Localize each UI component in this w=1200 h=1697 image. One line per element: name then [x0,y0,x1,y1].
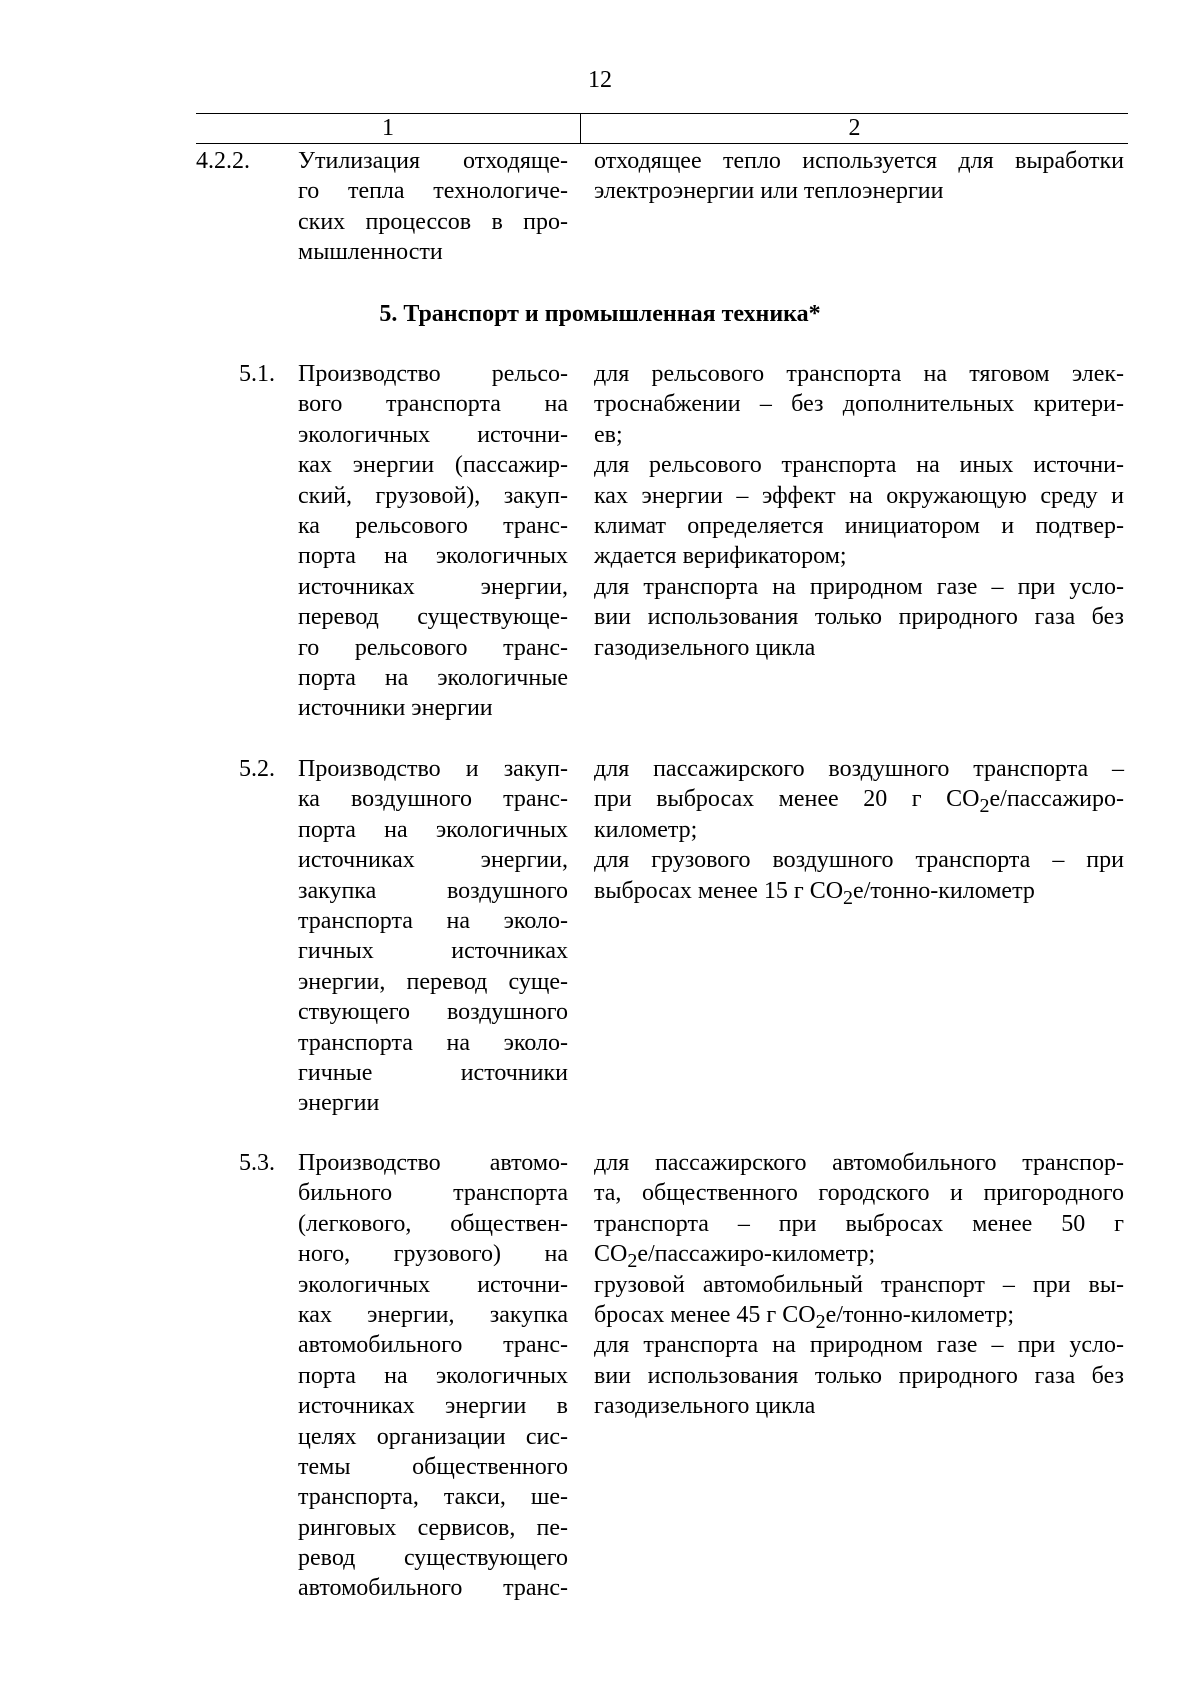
row-name-line: (легкового, обществен- [298,1210,568,1237]
row-criteria-line: газодизельного цикла [594,634,816,661]
row-criteria-line: для рельсового транспорта на тяговом элек- [594,361,1124,387]
row-name-line: энергии, перевод суще- [298,968,568,995]
row-name-line: порта на экологичных [298,543,568,570]
row-criteria-line: троснабжении – без дополнительных критери- [594,391,1124,418]
row-name-line: источниках энергии, [298,573,568,600]
row-name-line: ках энергии (пассажир- [298,452,568,479]
row-name-line: темы общественного [298,1453,568,1480]
row-name-cell [298,1148,568,1604]
row-criteria-line: для транспорта на природном газе – при усло- [594,573,1124,600]
row-name-line: Производство автомо- [298,1150,568,1176]
row-criteria-line: грузовой автомобильный транспорт – при вы- [594,1271,1124,1298]
row-name-line: Утилизация отходяще- [298,148,568,174]
row-name-line: мышленности [298,239,443,266]
row-number: 5.1. [239,361,275,387]
row-name-line: транспорта на эколо- [298,907,568,934]
row-criteria-text: e/пассажиро-километр; [637,1241,876,1268]
row-number: 5.2. [239,756,275,782]
row-criteria-text: при выбросах менее 20 г CO [594,786,980,813]
row-criteria-line: транспорта – при выбросах менее 50 г [594,1210,1124,1237]
row-criteria-line: ждается верификатором; [594,543,847,570]
row-criteria-line: климат определяется инициатором и подтвер- [594,512,1124,539]
subscript-2: 2 [627,1249,638,1272]
row-criteria-cell [594,754,1124,909]
row-criteria-text: выбросах менее 15 г CO [594,877,844,904]
row-name-line: перевод существующе- [298,604,568,631]
row-criteria-line: вии использования только природного газа без [594,1362,1124,1389]
subscript-2: 2 [815,1310,826,1333]
row-criteria-text: e/тонно-километр; [825,1301,1015,1328]
row-name-line: автомобильного транс- [298,1332,568,1359]
row-name-line: источниках энергии, [298,847,568,874]
row-name-line: источниках энергии в [298,1393,568,1420]
row-criteria-line: для пассажирского воздушного транспорта – [594,756,1124,782]
row-name-line: го рельсового транс- [298,634,568,661]
row-criteria-line: для грузового воздушного транспорта – при [594,847,1124,874]
row-name-line: источники энергии [298,695,493,722]
row-name-line: ка рельсового транс- [298,512,568,539]
row-name-line: ного, грузового) на [298,1241,568,1268]
row-criteria-line: отходящее тепло используется для выработки [594,148,1124,174]
subscript-2: 2 [979,795,990,818]
row-number: 5.3. [239,1150,275,1176]
row-name-line: го тепла технологиче- [298,178,568,205]
table-header-col-2: 2 [848,115,861,141]
row-name-line: ствующего воздушного [298,999,568,1026]
row-name-line: транспорта, такси, ше- [298,1484,568,1511]
row-criteria-line: ев; [594,421,623,448]
table-header-col-1: 1 [196,114,581,143]
row-number: 4.2.2. [196,148,250,174]
row-criteria-line: километр; [594,816,698,843]
row-name-line: порта на экологичные [298,664,568,691]
row-name-line: порта на экологичных [298,816,568,843]
row-name-line: бильного транспорта [298,1180,568,1207]
subscript-2: 2 [843,886,854,909]
row-name-line: ка воздушного транс- [298,786,568,813]
page-number: 12 [588,67,612,93]
row-criteria-cell [594,359,1124,663]
row-criteria-line: газодизельного цикла [594,1393,816,1420]
row-criteria-line: та, общественного городского и пригородного [594,1180,1124,1207]
row-name-cell [298,359,568,724]
row-name-line: целях организации сис- [298,1423,568,1450]
row-criteria-line [594,876,1124,909]
row-name-line: автомобильного транс- [298,1575,568,1602]
row-criteria-line: для пассажирского автомобильного транспор- [594,1150,1124,1176]
row-name-line: порта на экологичных [298,1362,568,1389]
row-name-line: ринговых сервисов, пе- [298,1514,568,1541]
row-name-line: экологичных источни- [298,1271,568,1298]
row-name-line: транспорта на эколо- [298,1029,568,1056]
row-name-line: ских процессов в про- [298,208,568,235]
row-criteria-line: для транспорта на природном газе – при усло- [594,1332,1124,1359]
row-criteria-line: ках энергии – эффект на окружающую среду и [594,482,1124,509]
row-criteria-text: CO [594,1241,628,1268]
row-criteria-line: для рельсового транспорта на иных источни- [594,452,1124,479]
row-name-line: Производство рельсо- [298,361,568,387]
row-name-line: вого транспорта на [298,391,568,418]
row-criteria-text: e/тонно-километр [853,877,1035,904]
row-name-line: закупка воздушного [298,877,568,904]
row-name-cell [298,146,568,268]
row-criteria-cell [594,146,1124,207]
row-criteria-line [594,1239,1124,1272]
row-name-line: ках энергии, закупка [298,1301,568,1328]
row-criteria-text: бросах менее 45 г CO [594,1301,816,1328]
row-name-cell [298,754,568,1119]
row-name-line: ский, грузовой), закуп- [298,482,568,509]
row-name-line: ревод существующего [298,1545,568,1572]
row-criteria-cell [594,1148,1124,1422]
row-criteria-line [594,784,1124,818]
row-criteria-line: вии использования только природного газа без [594,604,1124,631]
row-name-line: экологичных источни- [298,421,568,448]
row-criteria-text: e/пассажиро- [989,786,1124,813]
row-name-line: гичные источники [298,1059,568,1086]
table-header [196,113,1128,144]
row-criteria-line: электроэнергии или теплоэнергии [594,178,944,205]
row-name-line: Производство и закуп- [298,756,568,782]
row-name-line: гичных источниках [298,938,568,965]
row-name-line: энергии [298,1090,380,1117]
section-title: 5. Транспорт и промышленная техника* [379,301,821,327]
row-criteria-line [594,1300,1124,1333]
